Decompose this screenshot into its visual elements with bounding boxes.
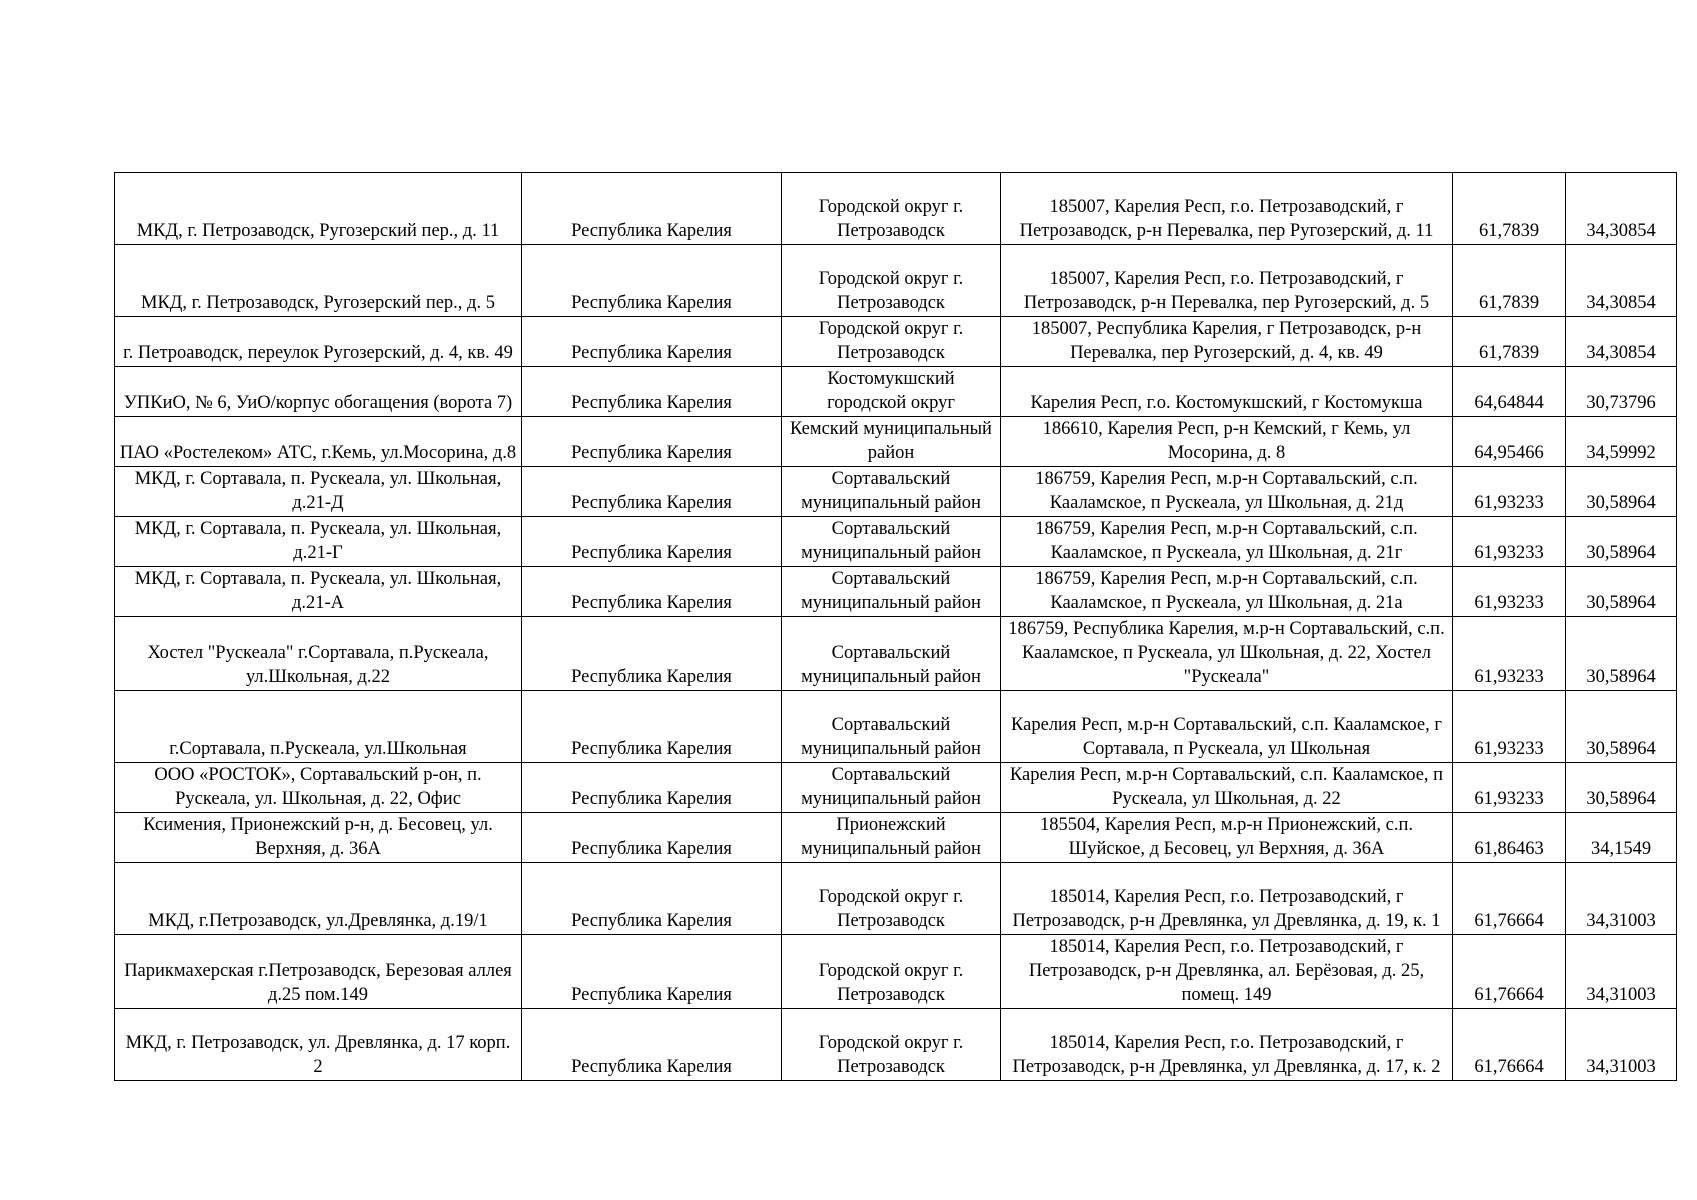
district-cell: Городской округ г. Петрозаводск bbox=[782, 1009, 1001, 1081]
address-cell: 185014, Карелия Респ, г.о. Петрозаводский, г Петрозаводск, р-н Древлянка, ал. Берёзовая, д. 25, помещ. 149 bbox=[1001, 935, 1453, 1009]
table-row bbox=[115, 417, 1677, 467]
table-row bbox=[115, 813, 1677, 863]
longitude-cell: 30,73796 bbox=[1566, 367, 1677, 417]
address-table bbox=[114, 172, 1677, 1081]
latitude-cell: 61,7839 bbox=[1453, 245, 1566, 317]
latitude-cell: 64,64844 bbox=[1453, 367, 1566, 417]
table-row bbox=[115, 367, 1677, 417]
longitude-cell: 30,58964 bbox=[1566, 567, 1677, 617]
table-row bbox=[115, 617, 1677, 691]
region-cell: Республика Карелия bbox=[522, 935, 782, 1009]
longitude-cell: 34,1549 bbox=[1566, 813, 1677, 863]
latitude-cell: 61,93233 bbox=[1453, 567, 1566, 617]
latitude-cell: 61,76664 bbox=[1453, 935, 1566, 1009]
region-cell: Республика Карелия bbox=[522, 763, 782, 813]
longitude-cell: 34,31003 bbox=[1566, 935, 1677, 1009]
address-cell: 185014, Карелия Респ, г.о. Петрозаводский, г Петрозаводск, р-н Древлянка, ул Древлянка, д. 17, к. 2 bbox=[1001, 1009, 1453, 1081]
longitude-cell: 30,58964 bbox=[1566, 617, 1677, 691]
region-cell: Республика Карелия bbox=[522, 517, 782, 567]
longitude-cell: 30,58964 bbox=[1566, 517, 1677, 567]
region-cell: Республика Карелия bbox=[522, 173, 782, 245]
region-cell: Республика Карелия bbox=[522, 245, 782, 317]
district-cell: Городской округ г. Петрозаводск bbox=[782, 935, 1001, 1009]
latitude-cell: 61,7839 bbox=[1453, 173, 1566, 245]
table-row bbox=[115, 245, 1677, 317]
address-cell: 186759, Республика Карелия, м.р-н Сортавальский, с.п. Кааламское, п Рускеала, ул Школьная, д. 22, Хостел "Рускеала" bbox=[1001, 617, 1453, 691]
longitude-cell: 34,31003 bbox=[1566, 863, 1677, 935]
table-row bbox=[115, 567, 1677, 617]
latitude-cell: 61,76664 bbox=[1453, 1009, 1566, 1081]
table-row bbox=[115, 863, 1677, 935]
object-name-cell: МКД, г. Петрозаводск, Ругозерский пер., д. 11 bbox=[115, 173, 522, 245]
object-name-cell: Парикмахерская г.Петрозаводск, Березовая аллея д.25 пом.149 bbox=[115, 935, 522, 1009]
district-cell: Сортавальский муниципальный район bbox=[782, 467, 1001, 517]
region-cell: Республика Карелия bbox=[522, 417, 782, 467]
longitude-cell: 34,59992 bbox=[1566, 417, 1677, 467]
latitude-cell: 61,93233 bbox=[1453, 617, 1566, 691]
region-cell: Республика Карелия bbox=[522, 567, 782, 617]
address-cell: 185504, Карелия Респ, м.р-н Прионежский, с.п. Шуйское, д Бесовец, ул Верхняя, д. 36А bbox=[1001, 813, 1453, 863]
region-cell: Республика Карелия bbox=[522, 467, 782, 517]
district-cell: Сортавальский муниципальный район bbox=[782, 617, 1001, 691]
latitude-cell: 61,93233 bbox=[1453, 517, 1566, 567]
longitude-cell: 30,58964 bbox=[1566, 763, 1677, 813]
address-cell: 185007, Карелия Респ, г.о. Петрозаводский, г Петрозаводск, р-н Перевалка, пер Ругозерский, д. 5 bbox=[1001, 245, 1453, 317]
address-cell: 186610, Карелия Респ, р-н Кемский, г Кемь, ул Мосорина, д. 8 bbox=[1001, 417, 1453, 467]
district-cell: Сортавальский муниципальный район bbox=[782, 691, 1001, 763]
object-name-cell: МКД, г. Сортавала, п. Рускеала, ул. Школьная, д.21-Д bbox=[115, 467, 522, 517]
district-cell: Городской округ г. Петрозаводск bbox=[782, 245, 1001, 317]
longitude-cell: 34,31003 bbox=[1566, 1009, 1677, 1081]
address-cell: Карелия Респ, м.р-н Сортавальский, с.п. Кааламское, г Сортавала, п Рускеала, ул Школьная bbox=[1001, 691, 1453, 763]
district-cell: Сортавальский муниципальный район bbox=[782, 763, 1001, 813]
table-row bbox=[115, 173, 1677, 245]
object-name-cell: МКД, г. Петрозаводск, ул. Древлянка, д. 17 корп. 2 bbox=[115, 1009, 522, 1081]
latitude-cell: 61,93233 bbox=[1453, 763, 1566, 813]
address-cell: 186759, Карелия Респ, м.р-н Сортавальский, с.п. Кааламское, п Рускеала, ул Школьная, д. 21д bbox=[1001, 467, 1453, 517]
longitude-cell: 34,30854 bbox=[1566, 245, 1677, 317]
address-cell: 186759, Карелия Респ, м.р-н Сортавальский, с.п. Кааламское, п Рускеала, ул Школьная, д. 21г bbox=[1001, 517, 1453, 567]
object-name-cell: Ксимения, Прионежский р-н, д. Бесовец, ул. Верхняя, д. 36А bbox=[115, 813, 522, 863]
district-cell: Сортавальский муниципальный район bbox=[782, 517, 1001, 567]
district-cell: Городской округ г. Петрозаводск bbox=[782, 863, 1001, 935]
object-name-cell: ООО «РОСТОК», Сортавальский р-он, п. Рускеала, ул. Школьная, д. 22, Офис bbox=[115, 763, 522, 813]
object-name-cell: г. Петроаводск, переулок Ругозерский, д. 4, кв. 49 bbox=[115, 317, 522, 367]
table-row bbox=[115, 1009, 1677, 1081]
object-name-cell: МКД, г. Сортавала, п. Рускеала, ул. Школьная, д.21-А bbox=[115, 567, 522, 617]
address-cell: 186759, Карелия Респ, м.р-н Сортавальский, с.п. Кааламское, п Рускеала, ул Школьная, д. 21а bbox=[1001, 567, 1453, 617]
address-table-body bbox=[115, 173, 1677, 1081]
district-cell: Кемский муниципальный район bbox=[782, 417, 1001, 467]
district-cell: Прионежский муниципальный район bbox=[782, 813, 1001, 863]
object-name-cell: г.Сортавала, п.Рускеала, ул.Школьная bbox=[115, 691, 522, 763]
latitude-cell: 61,76664 bbox=[1453, 863, 1566, 935]
table-row bbox=[115, 763, 1677, 813]
object-name-cell: МКД, г. Петрозаводск, Ругозерский пер., д. 5 bbox=[115, 245, 522, 317]
longitude-cell: 34,30854 bbox=[1566, 173, 1677, 245]
district-cell: Городской округ г. Петрозаводск bbox=[782, 317, 1001, 367]
district-cell: Городской округ г. Петрозаводск bbox=[782, 173, 1001, 245]
region-cell: Республика Карелия bbox=[522, 691, 782, 763]
district-cell: Сортавальский муниципальный район bbox=[782, 567, 1001, 617]
object-name-cell: МКД, г. Сортавала, п. Рускеала, ул. Школьная, д.21-Г bbox=[115, 517, 522, 567]
region-cell: Республика Карелия bbox=[522, 617, 782, 691]
longitude-cell: 30,58964 bbox=[1566, 691, 1677, 763]
table-row bbox=[115, 467, 1677, 517]
table-row bbox=[115, 317, 1677, 367]
object-name-cell: МКД, г.Петрозаводск, ул.Древлянка, д.19/1 bbox=[115, 863, 522, 935]
table-row bbox=[115, 691, 1677, 763]
region-cell: Республика Карелия bbox=[522, 1009, 782, 1081]
region-cell: Республика Карелия bbox=[522, 863, 782, 935]
latitude-cell: 61,93233 bbox=[1453, 467, 1566, 517]
latitude-cell: 64,95466 bbox=[1453, 417, 1566, 467]
address-cell: 185014, Карелия Респ, г.о. Петрозаводский, г Петрозаводск, р-н Древлянка, ул Древлянка, д. 19, к. 1 bbox=[1001, 863, 1453, 935]
longitude-cell: 34,30854 bbox=[1566, 317, 1677, 367]
region-cell: Республика Карелия bbox=[522, 813, 782, 863]
address-cell: Карелия Респ, м.р-н Сортавальский, с.п. Кааламское, п Рускеала, ул Школьная, д. 22 bbox=[1001, 763, 1453, 813]
object-name-cell: Хостел "Рускеала" г.Сортавала, п.Рускеала, ул.Школьная, д.22 bbox=[115, 617, 522, 691]
table-row bbox=[115, 935, 1677, 1009]
address-cell: 185007, Республика Карелия, г Петрозаводск, р-н Перевалка, пер Ругозерский, д. 4, кв. 49 bbox=[1001, 317, 1453, 367]
address-cell: Карелия Респ, г.о. Костомукшский, г Костомукша bbox=[1001, 367, 1453, 417]
longitude-cell: 30,58964 bbox=[1566, 467, 1677, 517]
district-cell: Костомукшский городской округ bbox=[782, 367, 1001, 417]
object-name-cell: ПАО «Ростелеком» АТС, г.Кемь, ул.Мосорина, д.8 bbox=[115, 417, 522, 467]
latitude-cell: 61,93233 bbox=[1453, 691, 1566, 763]
region-cell: Республика Карелия bbox=[522, 317, 782, 367]
region-cell: Республика Карелия bbox=[522, 367, 782, 417]
object-name-cell: УПКиО, № 6, УиО/корпус обогащения (ворота 7) bbox=[115, 367, 522, 417]
latitude-cell: 61,86463 bbox=[1453, 813, 1566, 863]
address-cell: 185007, Карелия Респ, г.о. Петрозаводский, г Петрозаводск, р-н Перевалка, пер Ругозерский, д. 11 bbox=[1001, 173, 1453, 245]
table-row bbox=[115, 517, 1677, 567]
latitude-cell: 61,7839 bbox=[1453, 317, 1566, 367]
